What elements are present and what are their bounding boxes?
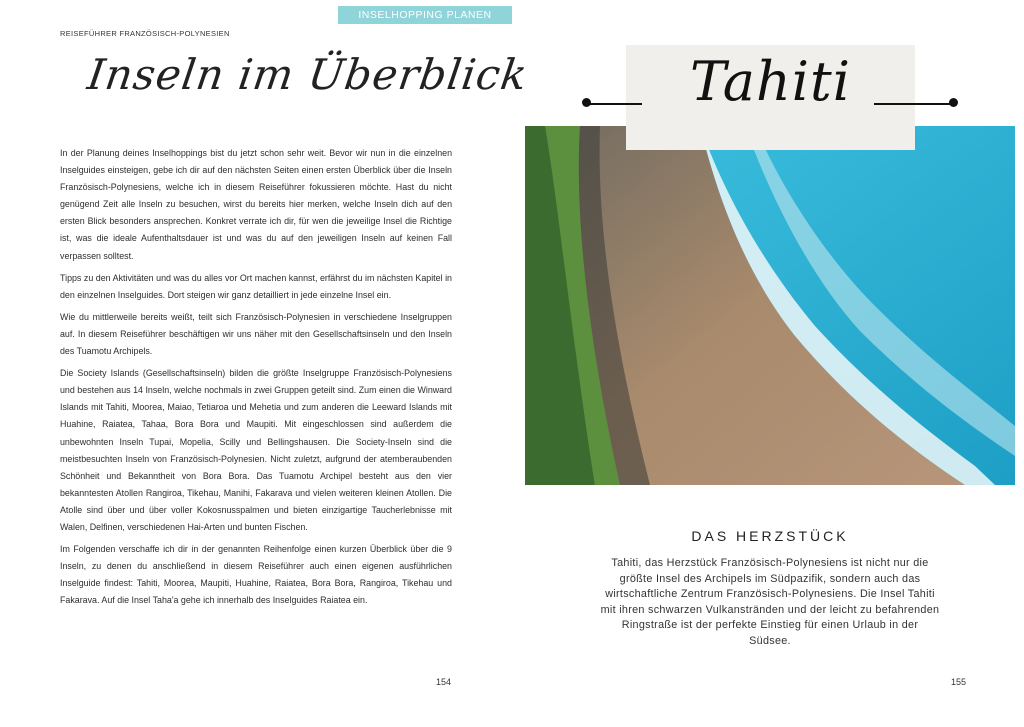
paragraph: Wie du mittlerweile bereits weißt, teilt sich Französisch-Polynesien in verschiedene Inselgruppen auf. In diesem Reiseführer beschäftigen wir uns näher mit den Gesellschaftsinseln und den Inseln des Tuamotu Archipels.: [60, 311, 452, 357]
section-tab: INSELHOPPING PLANEN: [338, 6, 512, 24]
page-number-left: 154: [436, 677, 452, 687]
paragraph: Die Society Islands (Gesellschaftsinseln) bilden die größte Inselgruppe Französisch-Polynesiens und bestehen aus 14 Inseln, welche nochmals in zwei Gruppen geteilt sind. Zum einen die Winward Islands mit Tahiti, Moorea, Maiao, Tetiaroa und Mehetia und zum anderen die Leeward Islands mit Huahine, Raiatea, Tahaa, Bora Bora und Maupiti. Mit eingeschlossen sind außerdem die unbewohnten Inseln Tupai, Mopelia, Scilly und Bellingshausen. Die Society-Inseln sind die meistbesuchten Inseln von Französisch-Polynesien. Nicht zuletzt, aufgrund der atemberaubenden Schönheit und Bekanntheit von Bora Bora. Das Tuamotu Archipel besteht aus den vier bekanntesten Atollen Rangiroa, Tikehau, Manihi, Fakarava und vielen weiteren kleinen Atollen. Die Atolle sind über und über voller Kokosnusspalmen und bieten einzigartige Taucherlebnisse mit Walen, Delfinen, verschiedenen Hai-Arten und bunten Fischen.: [60, 368, 452, 532]
page-number-right: 155: [951, 677, 967, 687]
paragraph: Im Folgenden verschaffe ich dir in der genannten Reihenfolge einen kurzen Überblick über die 9 Inseln, zu denen du anschließend in diesem Reiseführer auch einen eigenen ausführlichen Inselguide findest: Tahiti, Moorea, Maupiti, Huahine, Raiatea, Bora Bora, Rangiroa, Tikehau und Fakarava. Auf die Insel Taha'a gehe ich innerhalb des Inselguides Raiatea ein.: [60, 544, 452, 606]
aerial-reef-photo: [525, 126, 1015, 485]
page-title: Inseln im Überblick: [84, 50, 531, 99]
decorative-dot-right: [949, 98, 958, 107]
paragraph: In der Planung deines Inselhoppings bist du jetzt schon sehr weit. Bevor wir nun in die einzelnen Inselguides einsteigen, gebe ich dir auf den nächsten Seiten einen ersten Überblick über die Inseln Französisch-Polynesiens, welche ich in diesem Reiseführer fokussieren möchte. Hast du nicht genügend Zeit alle Inseln zu besuchen, wirst du bereits hier merken, welche Inseln dich auf den ersten Blick besonders ansprechen. Konkret verrate ich dir, für wen die jeweilige Insel die Richtige ist, was die ideale Aufenthaltsdauer ist und was du auf den jeweiligen Inseln auf keinen Fall verpassen solltest.: [60, 148, 452, 261]
paragraph: Tipps zu den Aktivitäten und was du alles vor Ort machen kannst, erfährst du im nächsten Kapitel in den einzelnen Inselguides. Dort steigen wir ganz detailliert in jede einzelne Insel ein.: [60, 272, 452, 300]
reef-illustration: [525, 126, 1015, 485]
island-title: Tahiti: [689, 50, 852, 113]
body-text: [60, 145, 452, 614]
section-heading: DAS HERZSTÜCK: [691, 528, 849, 544]
intro-text: Tahiti, das Herzstück Französisch-Polynesiens ist nicht nur die größte Insel des Archipels im Südpazifik, sondern auch das wirtschaftliche Zentrum Französisch-Polynesiens. Die Insel Tahiti mit ihren schwarzen Vulkanstränden und der leicht zu befahrenden Ringstraße ist der perfekte Einstieg für einen Urlaub in der Südsee.: [600, 557, 940, 647]
running-head: REISEFÜHRER FRANZÖSISCH-POLYNESIEN: [60, 29, 230, 38]
